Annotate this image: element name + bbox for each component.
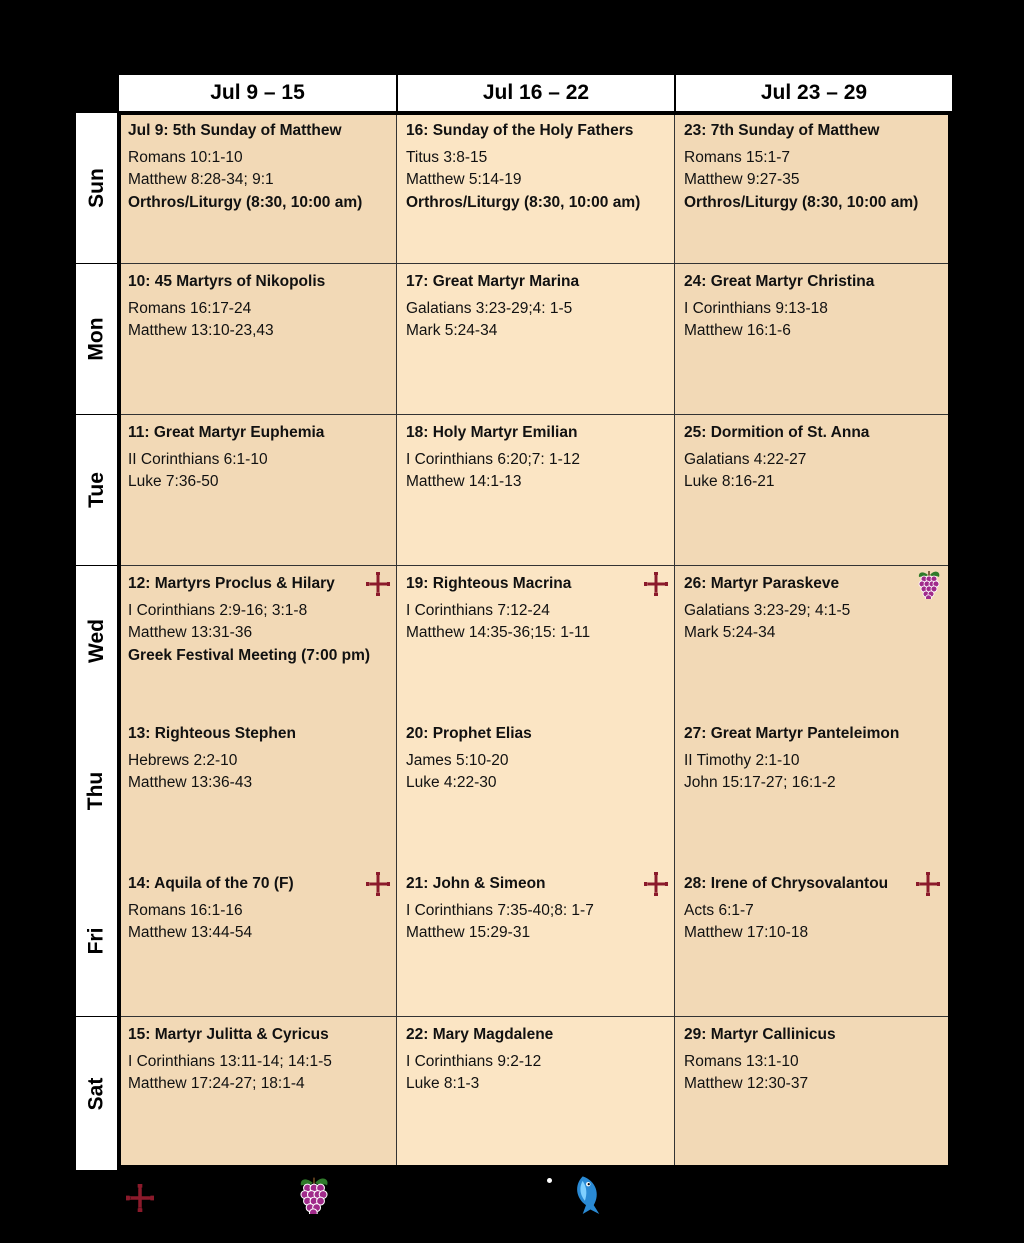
feast-title: 17: Great Martyr Marina — [406, 273, 580, 290]
scripture-reading: II Timothy 2:1-10 — [684, 751, 800, 769]
cell-wed-week1 — [119, 566, 397, 717]
fasting-cross-icon — [644, 872, 668, 904]
day-label-sat — [76, 1017, 117, 1170]
day-label-text: Mon — [84, 317, 108, 361]
feast-title: 15: Martyr Julitta & Cyricus — [128, 1026, 329, 1043]
day-label-fri — [76, 866, 117, 1016]
cell-mon-week1 — [119, 264, 397, 415]
scripture-reading: Matthew 17:10-18 — [684, 924, 809, 941]
scripture-reading: John 15:17-27; 16:1-2 — [684, 774, 836, 791]
cell-sun-week2 — [397, 113, 675, 264]
feast-title: 23: 7th Sunday of Matthew — [684, 122, 880, 139]
scripture-reading: II Corinthians 6:1-10 — [128, 450, 268, 468]
day-label-text: Wed — [84, 619, 108, 663]
scripture-reading: Matthew 12:30-37 — [684, 1075, 809, 1092]
scripture-reading: Romans 15:1-7 — [684, 148, 790, 166]
scripture-reading: Matthew 8:28-34; 9:1 — [128, 171, 274, 188]
cell-sat-week3 — [675, 1017, 950, 1166]
service-note: Orthros/Liturgy (8:30, 10:00 am) — [406, 193, 641, 211]
feast-title: 12: Martyrs Proclus & Hilary — [128, 575, 335, 592]
cell-fri-week3 — [675, 866, 950, 1017]
service-note: Orthros/Liturgy (8:30, 10:00 am) — [684, 193, 919, 211]
scripture-reading: I Corinthians 7:35-40;8: 1-7 — [406, 901, 594, 919]
scripture-reading: I Corinthians 7:12-24 — [406, 601, 550, 619]
scripture-reading: James 5:10-20 — [406, 751, 509, 769]
feast-title: 18: Holy Martyr Emilian — [406, 424, 578, 441]
fasting-cross-icon — [916, 872, 940, 904]
day-label-text: Fri — [84, 927, 108, 955]
scripture-reading: I Corinthians 2:9-16; 3:1-8 — [128, 601, 308, 619]
cell-wed-week3 — [675, 566, 950, 717]
feast-title: Jul 9: 5th Sunday of Matthew — [128, 122, 342, 139]
cell-sat-week2 — [397, 1017, 675, 1166]
cell-fri-week1 — [119, 866, 397, 1017]
scripture-reading: Matthew 13:36-43 — [128, 774, 253, 791]
cell-sun-week3 — [675, 113, 950, 264]
scripture-reading: I Corinthians 9:2-12 — [406, 1052, 542, 1070]
scripture-reading: Matthew 9:27-35 — [684, 171, 800, 188]
cell-tue-week2 — [397, 415, 675, 566]
day-label-mon — [76, 264, 117, 414]
scripture-reading: Mark 5:24-34 — [684, 624, 776, 641]
scripture-reading: Matthew 13:44-54 — [128, 924, 253, 941]
fasting-cross-icon — [366, 572, 390, 604]
day-label-sun — [76, 113, 117, 263]
legend-dot — [547, 1178, 552, 1183]
scripture-reading: Acts 6:1-7 — [684, 901, 754, 919]
cell-thu-week1 — [119, 716, 397, 867]
scripture-reading: Matthew 15:29-31 — [406, 924, 531, 941]
day-label-text: Sat — [84, 1077, 108, 1110]
feast-title: 20: Prophet Elias — [406, 725, 532, 742]
scripture-reading: I Corinthians 9:13-18 — [684, 299, 828, 317]
cell-sun-week1 — [119, 113, 397, 264]
cell-mon-week2 — [397, 264, 675, 415]
cell-thu-week3 — [675, 716, 950, 867]
legend-fasting-cross-icon — [126, 1184, 154, 1217]
feast-title: 25: Dormition of St. Anna — [684, 424, 870, 441]
week-header-3: Jul 23 – 29 — [675, 75, 952, 111]
service-note: Greek Festival Meeting (7:00 pm) — [128, 646, 371, 664]
feast-title: 24: Great Martyr Christina — [684, 273, 875, 290]
feast-title: 21: John & Simeon — [406, 875, 546, 892]
day-label-text: Thu — [84, 771, 108, 811]
scripture-reading: Luke 4:22-30 — [406, 774, 497, 791]
grapes-icon — [916, 569, 942, 606]
scripture-reading: Matthew 17:24-27; 18:1-4 — [128, 1075, 305, 1092]
feast-title: 22: Mary Magdalene — [406, 1026, 554, 1043]
scripture-reading: Luke 7:36-50 — [128, 473, 219, 490]
cell-tue-week3 — [675, 415, 950, 566]
cell-sat-week1 — [119, 1017, 397, 1166]
legend-grapes-icon — [297, 1175, 331, 1219]
fasting-cross-icon — [644, 572, 668, 604]
feast-title: 11: Great Martyr Euphemia — [128, 424, 325, 441]
feast-title: 14: Aquila of the 70 (F) — [128, 875, 294, 892]
scripture-reading: I Corinthians 13:11-14; 14:1-5 — [128, 1052, 332, 1070]
day-label-thu — [76, 716, 117, 866]
scripture-reading: Hebrews 2:2-10 — [128, 751, 238, 769]
scripture-reading: Mark 5:24-34 — [406, 322, 498, 339]
feast-title: 13: Righteous Stephen — [128, 725, 296, 742]
scripture-reading: Matthew 13:10-23,43 — [128, 322, 274, 339]
service-note: Orthros/Liturgy (8:30, 10:00 am) — [128, 193, 363, 211]
cell-wed-week2 — [397, 566, 675, 717]
week-header-1: Jul 9 – 15 — [119, 75, 396, 111]
feast-title: 28: Irene of Chrysovalantou — [684, 875, 889, 892]
cell-tue-week1 — [119, 415, 397, 566]
scripture-reading: Romans 13:1-10 — [684, 1052, 799, 1070]
scripture-reading: Matthew 14:35-36;15: 1-11 — [406, 624, 591, 641]
scripture-reading: Galatians 3:23-29; 4:1-5 — [684, 601, 851, 619]
cell-mon-week3 — [675, 264, 950, 415]
scripture-reading: Romans 16:1-16 — [128, 901, 243, 919]
feast-title: 16: Sunday of the Holy Fathers — [406, 122, 634, 139]
scripture-reading: Luke 8:1-3 — [406, 1075, 480, 1092]
feast-title: 29: Martyr Callinicus — [684, 1026, 836, 1043]
scripture-reading: Galatians 4:22-27 — [684, 450, 807, 468]
scripture-reading: Matthew 5:14-19 — [406, 171, 522, 188]
feast-title: 26: Martyr Paraskeve — [684, 575, 840, 592]
week-header-2: Jul 16 – 22 — [397, 75, 674, 111]
cell-thu-week2 — [397, 716, 675, 867]
day-label-tue — [76, 415, 117, 565]
legend-fish-icon — [569, 1172, 603, 1221]
scripture-reading: Romans 16:17-24 — [128, 299, 252, 317]
scripture-reading: Matthew 16:1-6 — [684, 322, 791, 339]
scripture-reading: Matthew 13:31-36 — [128, 624, 253, 641]
feast-title: 27: Great Martyr Panteleimon — [684, 725, 900, 742]
scripture-reading: Galatians 3:23-29;4: 1-5 — [406, 299, 573, 317]
scripture-reading: Titus 3:8-15 — [406, 148, 488, 166]
scripture-reading: Romans 10:1-10 — [128, 148, 243, 166]
cell-fri-week2 — [397, 866, 675, 1017]
fasting-cross-icon — [366, 872, 390, 904]
scripture-reading: Luke 8:16-21 — [684, 473, 775, 490]
day-label-text: Tue — [84, 472, 108, 508]
day-label-wed — [76, 566, 117, 716]
scripture-reading: I Corinthians 6:20;7: 1-12 — [406, 450, 581, 468]
day-label-text: Sun — [84, 168, 108, 208]
feast-title: 10: 45 Martyrs of Nikopolis — [128, 273, 326, 290]
feast-title: 19: Righteous Macrina — [406, 575, 572, 592]
scripture-reading: Matthew 14:1-13 — [406, 473, 522, 490]
